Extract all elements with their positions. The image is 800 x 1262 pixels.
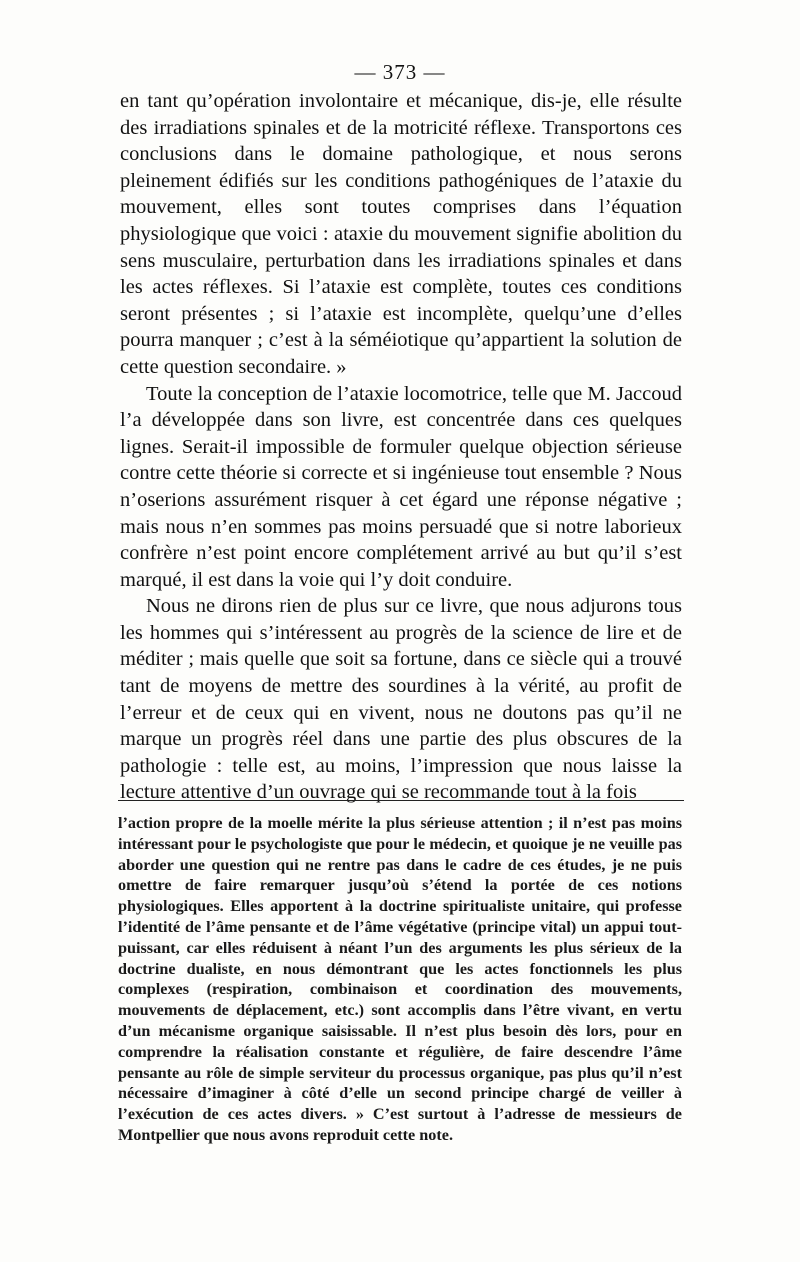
footnote-text: l’action propre de la moelle mérite la plus sérieuse attention ; il n’est pas moins intéressant pour le psychologiste que pour le médecin, et quoique je ne veuille pas aborder une question qui ne rentre pas dans le cadre de ces études, je ne puis omettre de faire remarquer jusqu’où s’étend la portée de ces notions physiologiques. Elles apportent à la doctrine spiritualiste unitaire, qui professe l’identité de l’âme pensante et de l’âme végétative (principe vital) un appui tout-puissant, car elles réduisent à néant l’un des arguments les plus sérieux de la doctrine dualiste, en nous démontrant que les actes fonctionnels les plus complexes (respiration, combinaison et coordination des mouvements, mouvements de déplacement, etc.) sont accomplis dans l’être vivant, en vertu d’un mécanisme organique saisissable. Il n’est plus besoin dès lors, pour en comprendre la réalisation constante et régulière, de faire descendre l’âme pensante au rôle de simple serviteur du processus organique, pas plus qu’il n’est nécessaire d’imaginer à côté d’elle un second principe chargé de veiller à l’exécution de ces actes divers. » C’est surtout à l’adresse de messieurs de Montpellier que nous avons reproduit cette note. bbox=[118, 814, 682, 1144]
paragraph-conclusion: Nous ne dirons rien de plus sur ce livre, que nous adjurons tous les hommes qui s’intéressent au progrès de la science de lire et de méditer ; mais quelle que soit sa fortune, dans ce siècle qui a trouvé tant de moyens de mettre des sourdines à la vérité, au profit de l’erreur et de ceux qui en vivent, nous ne doutons pas qu’il ne marque un progrès réel dans une partie des plus obscures de la pathologie : telle est, au moins, l’impression que nous laisse la lecture attentive d’un ouvrage qui se recommande tout à la fois bbox=[120, 595, 682, 804]
page-number: — 373 — bbox=[354, 60, 446, 84]
footnote-divider bbox=[118, 800, 684, 801]
footnote bbox=[118, 813, 682, 1146]
paragraph-continuation: en tant qu’opération involontaire et mécanique, dis-je, elle résulte des irradiations spinales et de la motricité réflexe. Transportons ces conclusions dans le domaine pathologique, et nous serons pleinement édifiés sur les conditions pathogéniques de l’ataxie du mouvement, elles sont toutes comprises dans l’équation physiologique que voici : ataxie du mouvement signifie abolition du sens musculaire, perturbation dans les irradiations spinales et dans les actes réflexes. Si l’ataxie est complète, toutes ces conditions seront présentes ; si l’ataxie est incomplète, quelqu’une d’elles pourra manquer ; c’est à la séméiotique qu’appartient la solution de cette question secondaire. » bbox=[120, 90, 682, 378]
paragraph-ataxie-conception: Toute la conception de l’ataxie locomotrice, telle que M. Jaccoud l’a développée dans son livre, est concentrée dans ces quelques lignes. Serait-il impossible de formuler quelque objection sérieuse contre cette théorie si correcte et si ingénieuse tout ensemble ? Nous n’oserions assurément risquer à cet égard une réponse négative ; mais nous n’en sommes pas moins persuadé que si notre laborieux confrère n’est point encore complétement arrivé au but qu’il s’est marqué, il est dans la voie qui l’y doit conduire. bbox=[120, 382, 682, 591]
main-text bbox=[120, 88, 682, 806]
